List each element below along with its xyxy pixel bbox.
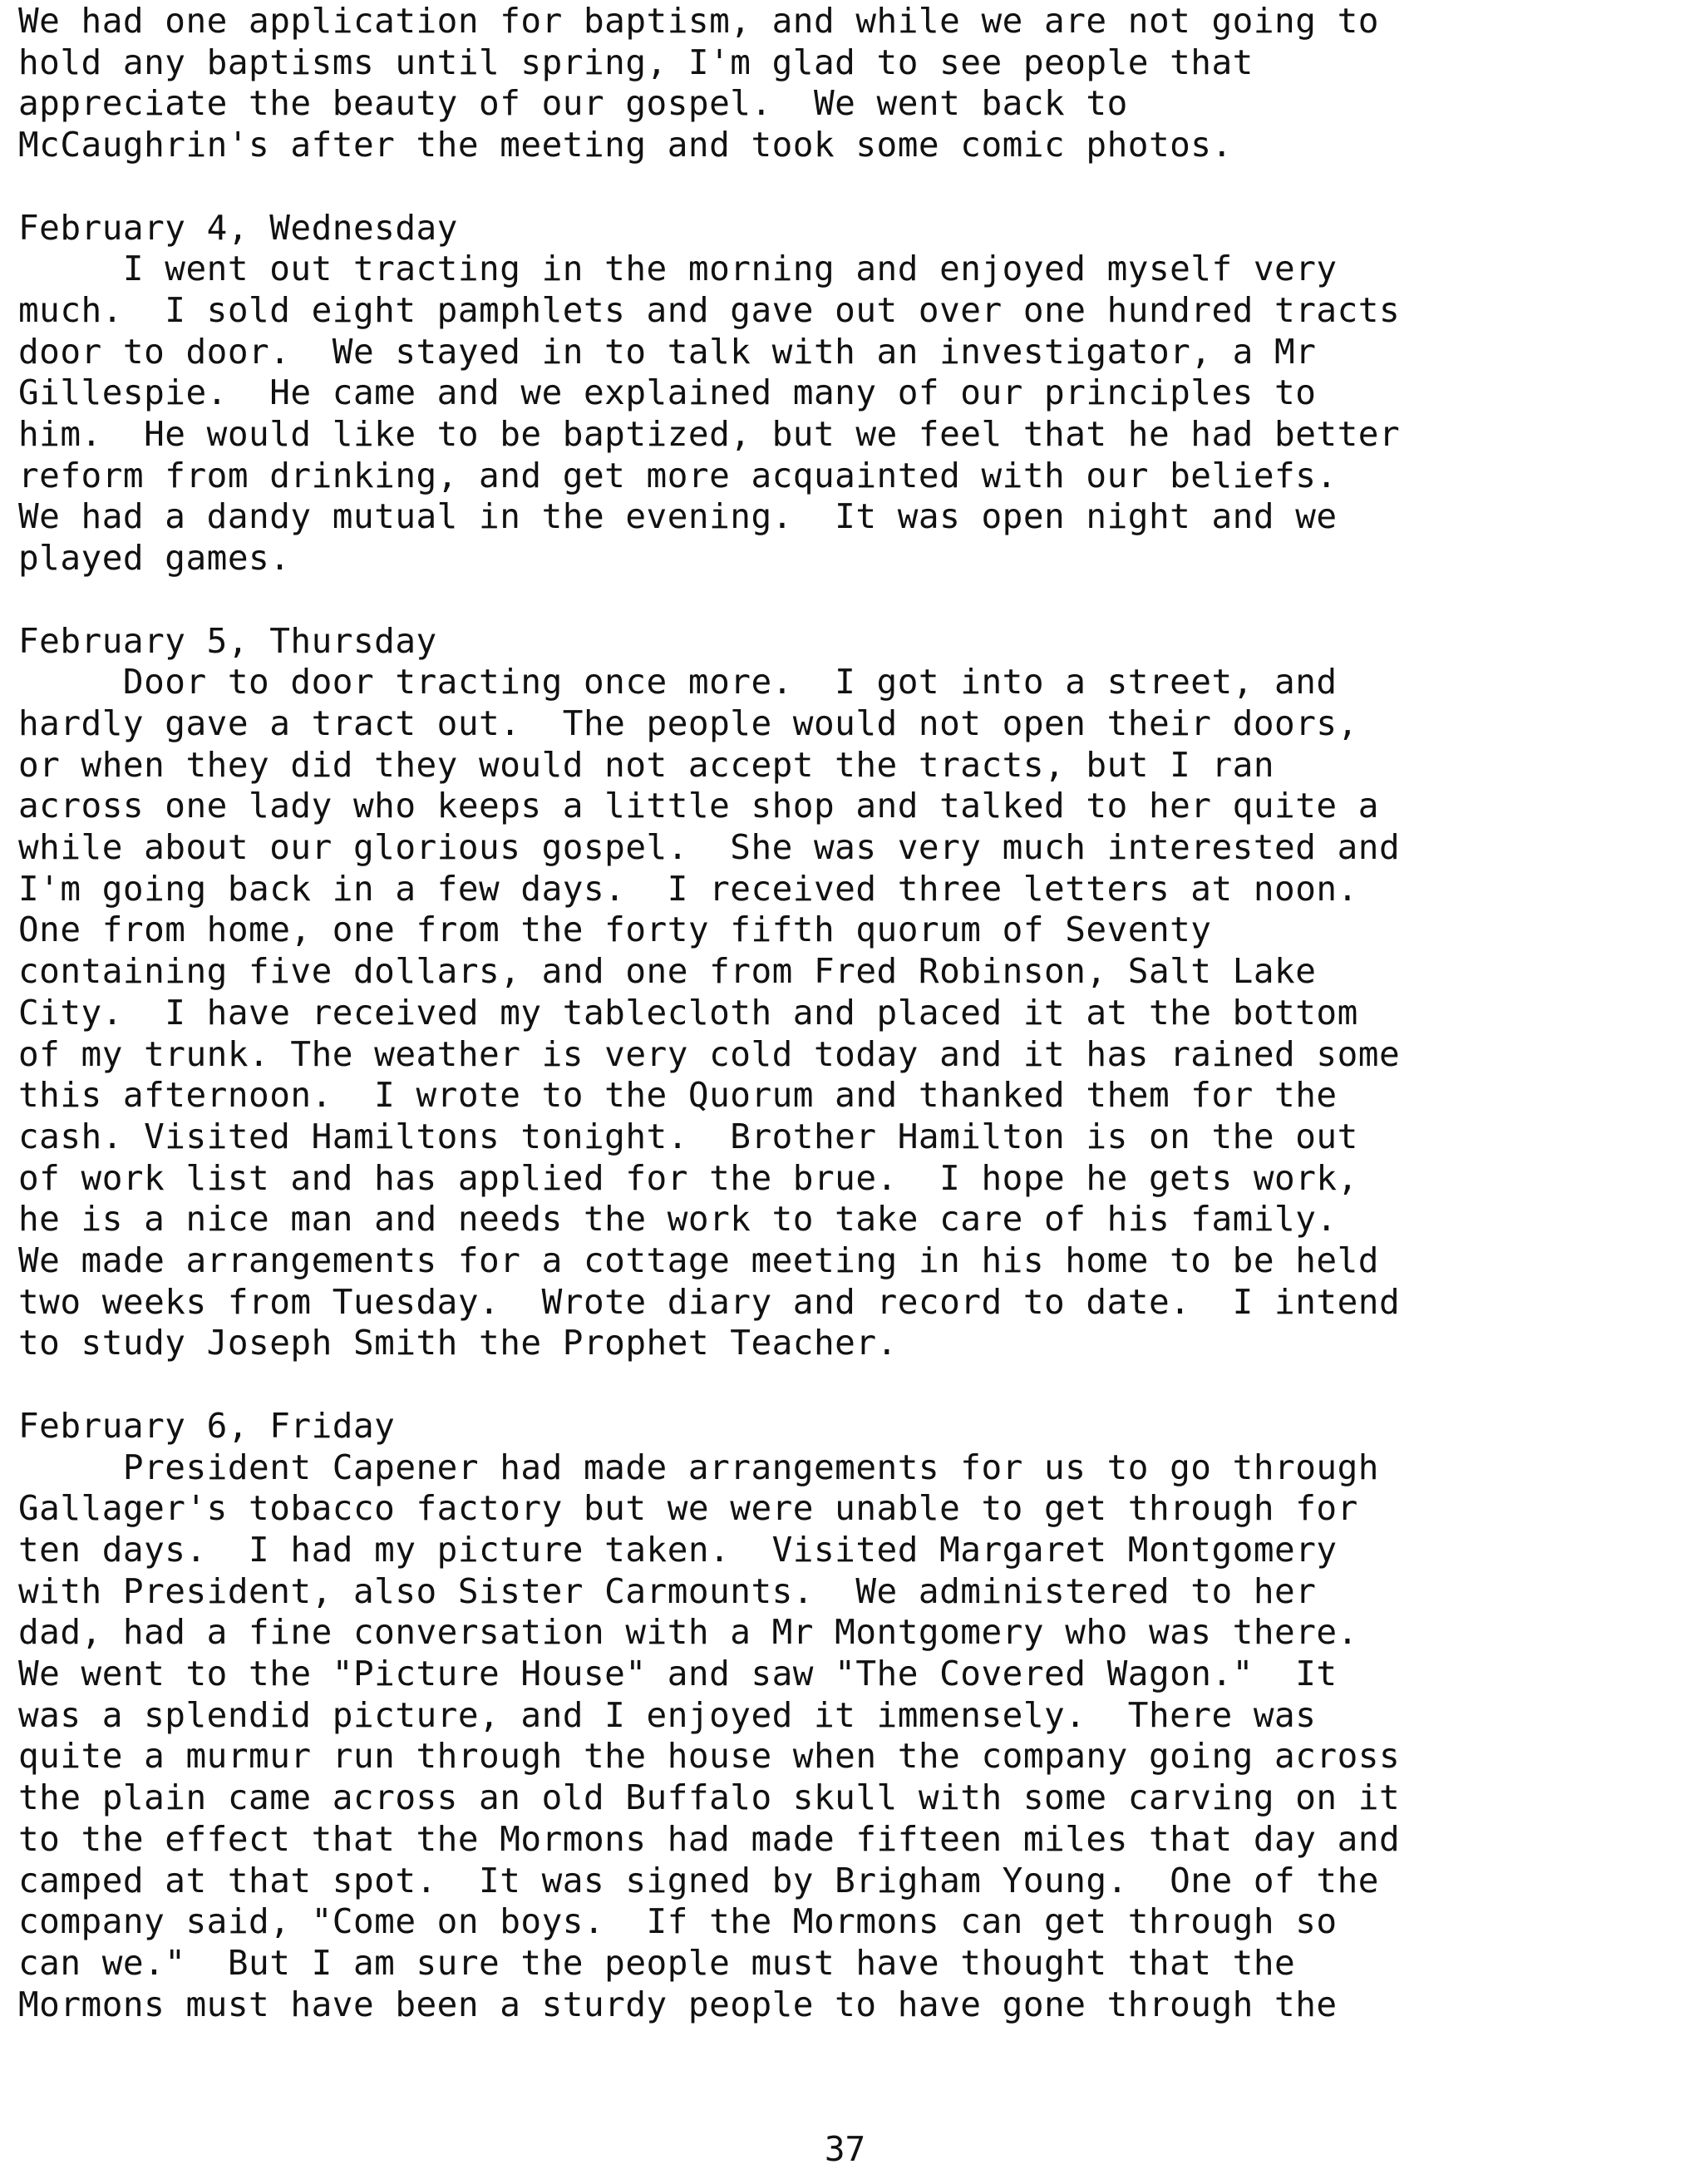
text-line: Mormons must have been a sturdy people to have gone through the [18, 1984, 1338, 2024]
text-line: or when they did they would not accept the tracts, but I ran [18, 744, 1275, 785]
text-line: to study Joseph Smith the Prophet Teacher. [18, 1323, 898, 1363]
text-line: containing five dollars, and one from Fred Robinson, Salt Lake [18, 951, 1317, 992]
page-number: 37 [824, 2129, 866, 2169]
text-line: McCaughrin's after the meeting and took some comic photos. [18, 125, 1233, 165]
text-line: to the effect that the Mormons had made fifteen miles that day and [18, 1818, 1401, 1859]
text-line: can we." But I am sure the people must have thought that the [18, 1942, 1296, 1983]
text-line: February 6, Friday [18, 1405, 396, 1446]
text-line: February 4, Wednesday [18, 207, 458, 248]
text-line: We went to the "Picture House" and saw "The Covered Wagon." It [18, 1654, 1338, 1693]
text-line: quite a murmur run through the house when the company going across [18, 1736, 1401, 1777]
text-line: We made arrangements for a cottage meeting in his home to be held [18, 1240, 1379, 1280]
text-line: dad, had a fine conversation with a Mr Montgomery who was there. [18, 1612, 1358, 1653]
text-line: reform from drinking, and get more acquainted with our beliefs. [18, 455, 1338, 495]
text-line: this afternoon. I wrote to the Quorum and thanked them for the [18, 1075, 1338, 1116]
text-line: ten days. I had my picture taken. Visited Margaret Montgomery [18, 1529, 1338, 1570]
text-line: while about our glorious gospel. She was very much interested and [18, 827, 1401, 867]
text-line: with President, also Sister Carmounts. We administered to her [18, 1570, 1317, 1611]
text-line: One from home, one from the forty fifth quorum of Seventy [18, 910, 1212, 950]
text-line: was a splendid picture, and I enjoyed it immensely. There was [18, 1694, 1317, 1735]
text-line: he is a nice man and needs the work to take care of his family. [18, 1199, 1338, 1240]
text-line: of work list and has applied for the brue. I hope he gets work, [18, 1157, 1358, 1198]
text-line: President Capener had made arrangements for us to go through [18, 1447, 1379, 1487]
text-line: camped at that spot. It was signed by Brigham Young. One of the [18, 1860, 1379, 1901]
text-line: company said, "Come on boys. If the Mormons can get through so [18, 1901, 1338, 1942]
text-line: hold any baptisms until spring, I'm glad to see people that [18, 42, 1254, 82]
text-line: two weeks from Tuesday. Wrote diary and record to date. I intend [18, 1281, 1401, 1322]
text-line: Gillespie. He came and we explained many of our principles to [18, 372, 1317, 413]
text-line: appreciate the beauty of our gospel. We went back to [18, 83, 1128, 124]
text-line: much. I sold eight pamphlets and gave out over one hundred tracts [18, 289, 1401, 330]
text-line: February 5, Thursday [18, 620, 437, 661]
text-line: Gallager's tobacco factory but we were unable to get through for [18, 1488, 1358, 1529]
text-line: hardly gave a tract out. The people would not open their doors, [18, 703, 1358, 743]
text-line: cash. Visited Hamiltons tonight. Brother Hamilton is on the out [18, 1116, 1358, 1156]
text-line: I'm going back in a few days. I received three letters at noon. [18, 868, 1358, 909]
text-line: him. He would like to be baptized, but we feel that he had better [18, 414, 1401, 454]
text-line: played games. [18, 538, 291, 579]
text-line: Door to door tracting once more. I got into a street, and [18, 662, 1338, 703]
text-line: door to door. We stayed in to talk with an investigator, a Mr [18, 331, 1317, 372]
text-line: I went out tracting in the morning and enjoyed myself very [18, 249, 1338, 289]
text-line: of my trunk. The weather is very cold today and it has rained some [18, 1033, 1401, 1074]
text-line: City. I have received my tablecloth and placed it at the bottom [18, 992, 1358, 1033]
text-line: We had a dandy mutual in the evening. It was open night and we [18, 496, 1338, 537]
text-line: across one lady who keeps a little shop and talked to her quite a [18, 786, 1379, 826]
text-line: We had one application for baptism, and while we are not going to [18, 1, 1379, 41]
text-line: the plain came across an old Buffalo skull with some carving on it [18, 1777, 1401, 1818]
